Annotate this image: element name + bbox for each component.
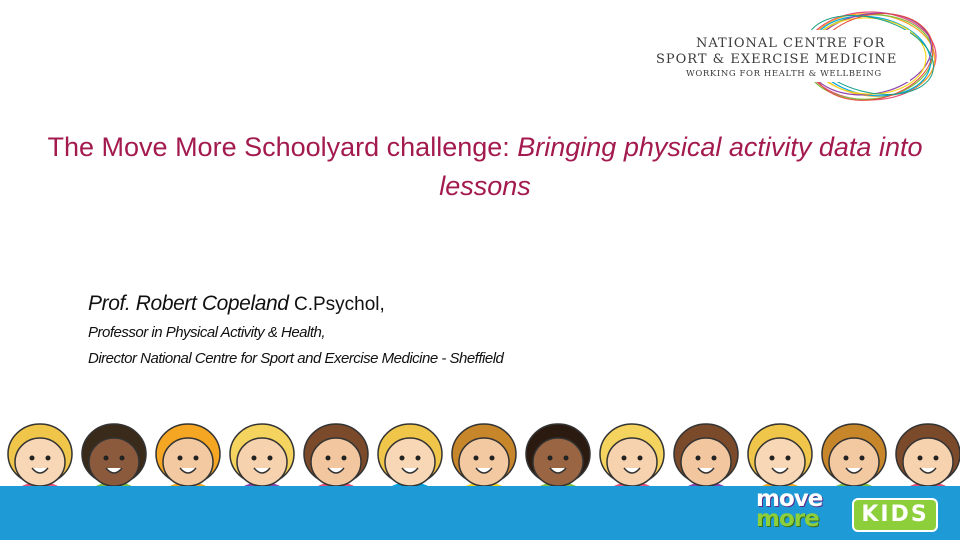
logo-line2: SPORT & EXERCISE MEDICINE (656, 52, 898, 67)
author-role-2: Director National Centre for Sport and Exercise Medicine - Sheffield (88, 350, 504, 367)
kids-badge (852, 498, 938, 532)
slide-title (20, 128, 950, 206)
author-credential: C.Psychol, (294, 294, 385, 315)
nc-sem-logo (650, 8, 940, 104)
brand-kids: KIDS (861, 502, 929, 527)
logo-line3: WORKING FOR HEALTH & WELLBEING (686, 69, 882, 79)
author-role-1: Professor in Physical Activity & Health, (88, 324, 326, 341)
brand-more: more (756, 506, 819, 532)
title-subtitle: Bringing physical activity data into lessons (439, 132, 923, 201)
author-name: Prof. Robert Copeland (88, 292, 294, 315)
move-more-kids-logo (752, 488, 938, 534)
brand-move: move (756, 486, 823, 512)
author-block (88, 292, 788, 367)
title-main: The Move More Schoolyard challenge: (47, 132, 518, 162)
logo-line1: NATIONAL CENTRE FOR (696, 36, 886, 51)
